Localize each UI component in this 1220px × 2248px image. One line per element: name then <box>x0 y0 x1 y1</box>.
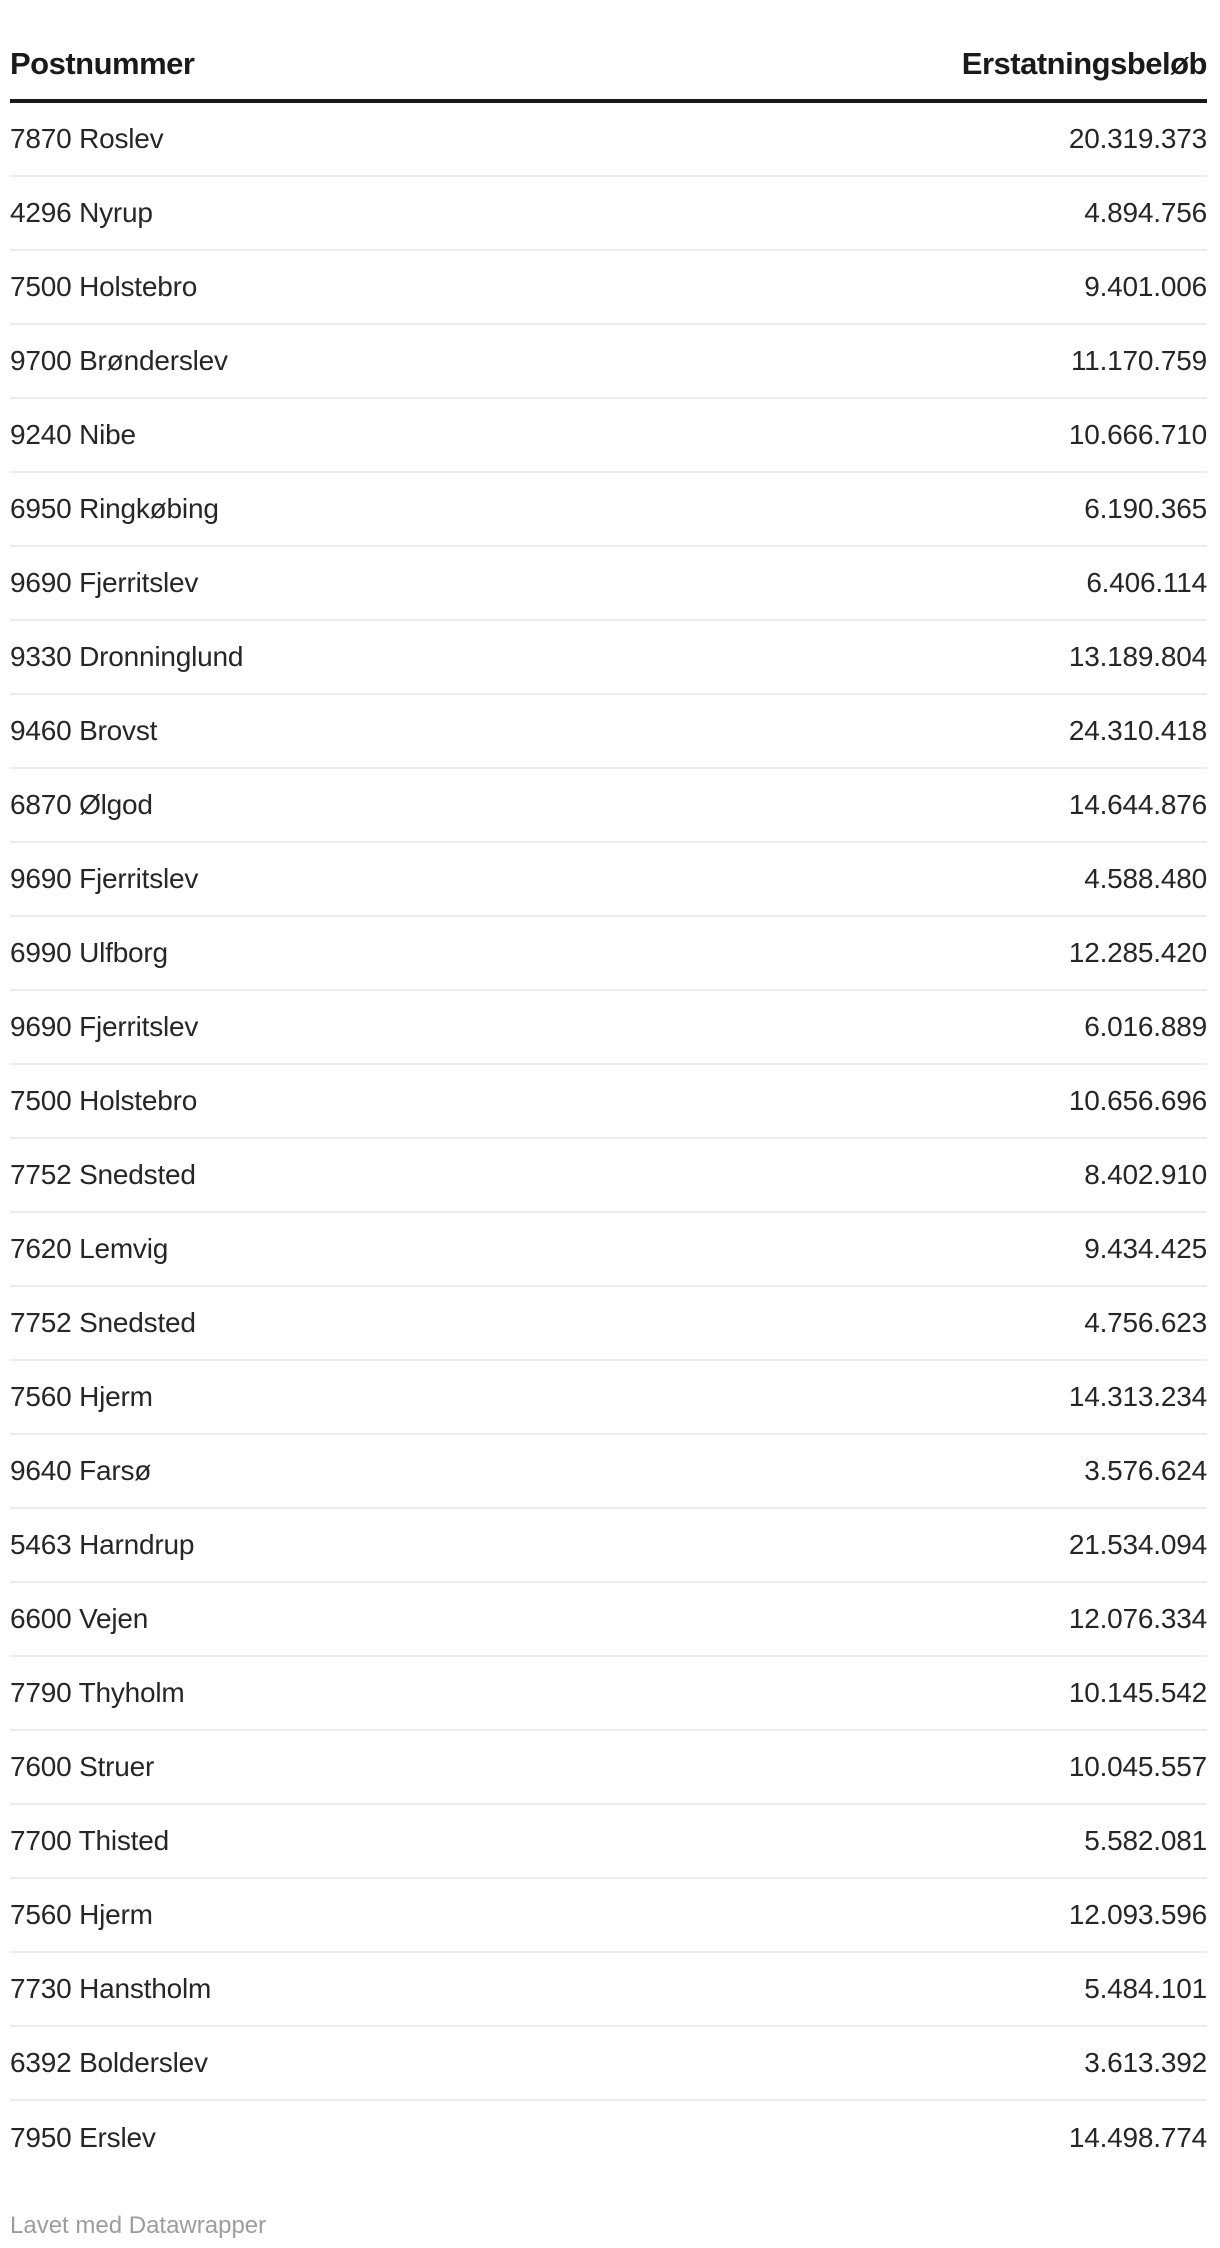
cell-erstatningsbeloeb: 5.484.101 <box>1084 1973 1207 2004</box>
cell-postnummer: 9640 Farsø <box>10 1455 152 1486</box>
column-header-postnummer: Postnummer <box>10 46 195 81</box>
cell-postnummer: 7560 Hjerm <box>10 1381 153 1412</box>
cell-postnummer: 9700 Brønderslev <box>10 345 228 376</box>
table-row <box>10 2101 1207 2175</box>
datawrapper-credit-link[interactable]: Lavet med Datawrapper <box>10 2212 267 2239</box>
cell-erstatningsbeloeb: 10.045.557 <box>1068 1751 1207 1782</box>
cell-postnummer: 7730 Hanstholm <box>10 1973 212 2004</box>
cell-erstatningsbeloeb: 14.498.774 <box>1068 2122 1207 2153</box>
cell-erstatningsbeloeb: 8.402.910 <box>1084 1159 1207 1190</box>
cell-postnummer: 7620 Lemvig <box>10 1233 169 1264</box>
cell-postnummer: 9330 Dronninglund <box>10 641 244 672</box>
table-row <box>10 547 1207 621</box>
cell-erstatningsbeloeb: 20.319.373 <box>1068 123 1207 154</box>
column-header-erstatningsbeloeb: Erstatningsbeløb <box>961 46 1207 81</box>
cell-postnummer: 7500 Holstebro <box>10 1085 198 1116</box>
cell-postnummer: 4296 Nyrup <box>10 197 153 228</box>
cell-erstatningsbeloeb: 10.656.696 <box>1068 1085 1207 1116</box>
cell-postnummer: 6990 Ulfborg <box>10 937 168 968</box>
cell-erstatningsbeloeb: 6.190.365 <box>1084 493 1207 524</box>
table-row <box>10 917 1207 991</box>
table-header-row <box>10 0 1207 103</box>
cell-postnummer: 7560 Hjerm <box>10 1899 153 1930</box>
table-row <box>10 1805 1207 1879</box>
cell-erstatningsbeloeb: 6.406.114 <box>1086 567 1207 598</box>
table-row <box>10 399 1207 473</box>
table-row <box>10 2027 1207 2101</box>
table-row <box>10 769 1207 843</box>
table-row <box>10 1287 1207 1361</box>
cell-postnummer: 6600 Vejen <box>10 1603 149 1634</box>
cell-postnummer: 7600 Struer <box>10 1751 155 1782</box>
cell-erstatningsbeloeb: 3.576.624 <box>1084 1455 1207 1486</box>
cell-erstatningsbeloeb: 14.644.876 <box>1068 789 1207 820</box>
table-row <box>10 177 1207 251</box>
cell-postnummer: 7700 Thisted <box>10 1825 169 1856</box>
cell-postnummer: 7790 Thyholm <box>10 1677 185 1708</box>
cell-postnummer: 9240 Nibe <box>10 419 136 450</box>
cell-erstatningsbeloeb: 4.588.480 <box>1084 863 1207 894</box>
cell-postnummer: 7500 Holstebro <box>10 271 198 302</box>
cell-postnummer: 7752 Snedsted <box>10 1307 196 1338</box>
cell-postnummer: 7950 Erslev <box>10 2122 156 2153</box>
table-row <box>10 621 1207 695</box>
table-body <box>10 103 1207 2175</box>
table-row <box>10 1509 1207 1583</box>
table-row <box>10 1139 1207 1213</box>
table-row <box>10 325 1207 399</box>
table-row <box>10 1879 1207 1953</box>
cell-erstatningsbeloeb: 9.401.006 <box>1084 271 1207 302</box>
cell-postnummer: 9690 Fjerritslev <box>10 1011 199 1042</box>
table-row <box>10 1213 1207 1287</box>
cell-erstatningsbeloeb: 12.076.334 <box>1068 1603 1207 1634</box>
cell-erstatningsbeloeb: 10.666.710 <box>1068 419 1207 450</box>
cell-erstatningsbeloeb: 12.093.596 <box>1068 1899 1207 1930</box>
cell-postnummer: 7870 Roslev <box>10 123 164 154</box>
table-row <box>10 991 1207 1065</box>
cell-erstatningsbeloeb: 4.756.623 <box>1084 1307 1207 1338</box>
cell-erstatningsbeloeb: 13.189.804 <box>1068 641 1207 672</box>
table-row <box>10 843 1207 917</box>
cell-postnummer: 9690 Fjerritslev <box>10 567 199 598</box>
table-row <box>10 1583 1207 1657</box>
table-row <box>10 695 1207 769</box>
table-row <box>10 1065 1207 1139</box>
cell-postnummer: 6870 Ølgod <box>10 789 153 820</box>
table-row <box>10 1435 1207 1509</box>
cell-postnummer: 9690 Fjerritslev <box>10 863 199 894</box>
table-row <box>10 103 1207 177</box>
cell-postnummer: 6950 Ringkøbing <box>10 493 219 524</box>
cell-erstatningsbeloeb: 11.170.759 <box>1070 345 1207 376</box>
cell-postnummer: 5463 Harndrup <box>10 1529 195 1560</box>
footer-attribution <box>0 2211 1220 2241</box>
table-row <box>10 1731 1207 1805</box>
cell-erstatningsbeloeb: 24.310.418 <box>1068 715 1207 746</box>
cell-erstatningsbeloeb: 4.894.756 <box>1084 197 1207 228</box>
cell-erstatningsbeloeb: 9.434.425 <box>1084 1233 1207 1264</box>
cell-postnummer: 7752 Snedsted <box>10 1159 196 1190</box>
cell-erstatningsbeloeb: 14.313.234 <box>1068 1381 1207 1412</box>
cell-erstatningsbeloeb: 5.582.081 <box>1084 1825 1207 1856</box>
cell-erstatningsbeloeb: 3.613.392 <box>1084 2047 1207 2078</box>
cell-erstatningsbeloeb: 6.016.889 <box>1084 1011 1207 1042</box>
cell-erstatningsbeloeb: 12.285.420 <box>1068 937 1207 968</box>
table-row <box>10 473 1207 547</box>
table-row <box>10 1361 1207 1435</box>
cell-erstatningsbeloeb: 10.145.542 <box>1068 1677 1207 1708</box>
cell-postnummer: 9460 Brovst <box>10 715 158 746</box>
table-row <box>10 1657 1207 1731</box>
table-row <box>10 1953 1207 2027</box>
table-row <box>10 251 1207 325</box>
cell-erstatningsbeloeb: 21.534.094 <box>1068 1529 1207 1560</box>
cell-postnummer: 6392 Bolderslev <box>10 2047 208 2078</box>
